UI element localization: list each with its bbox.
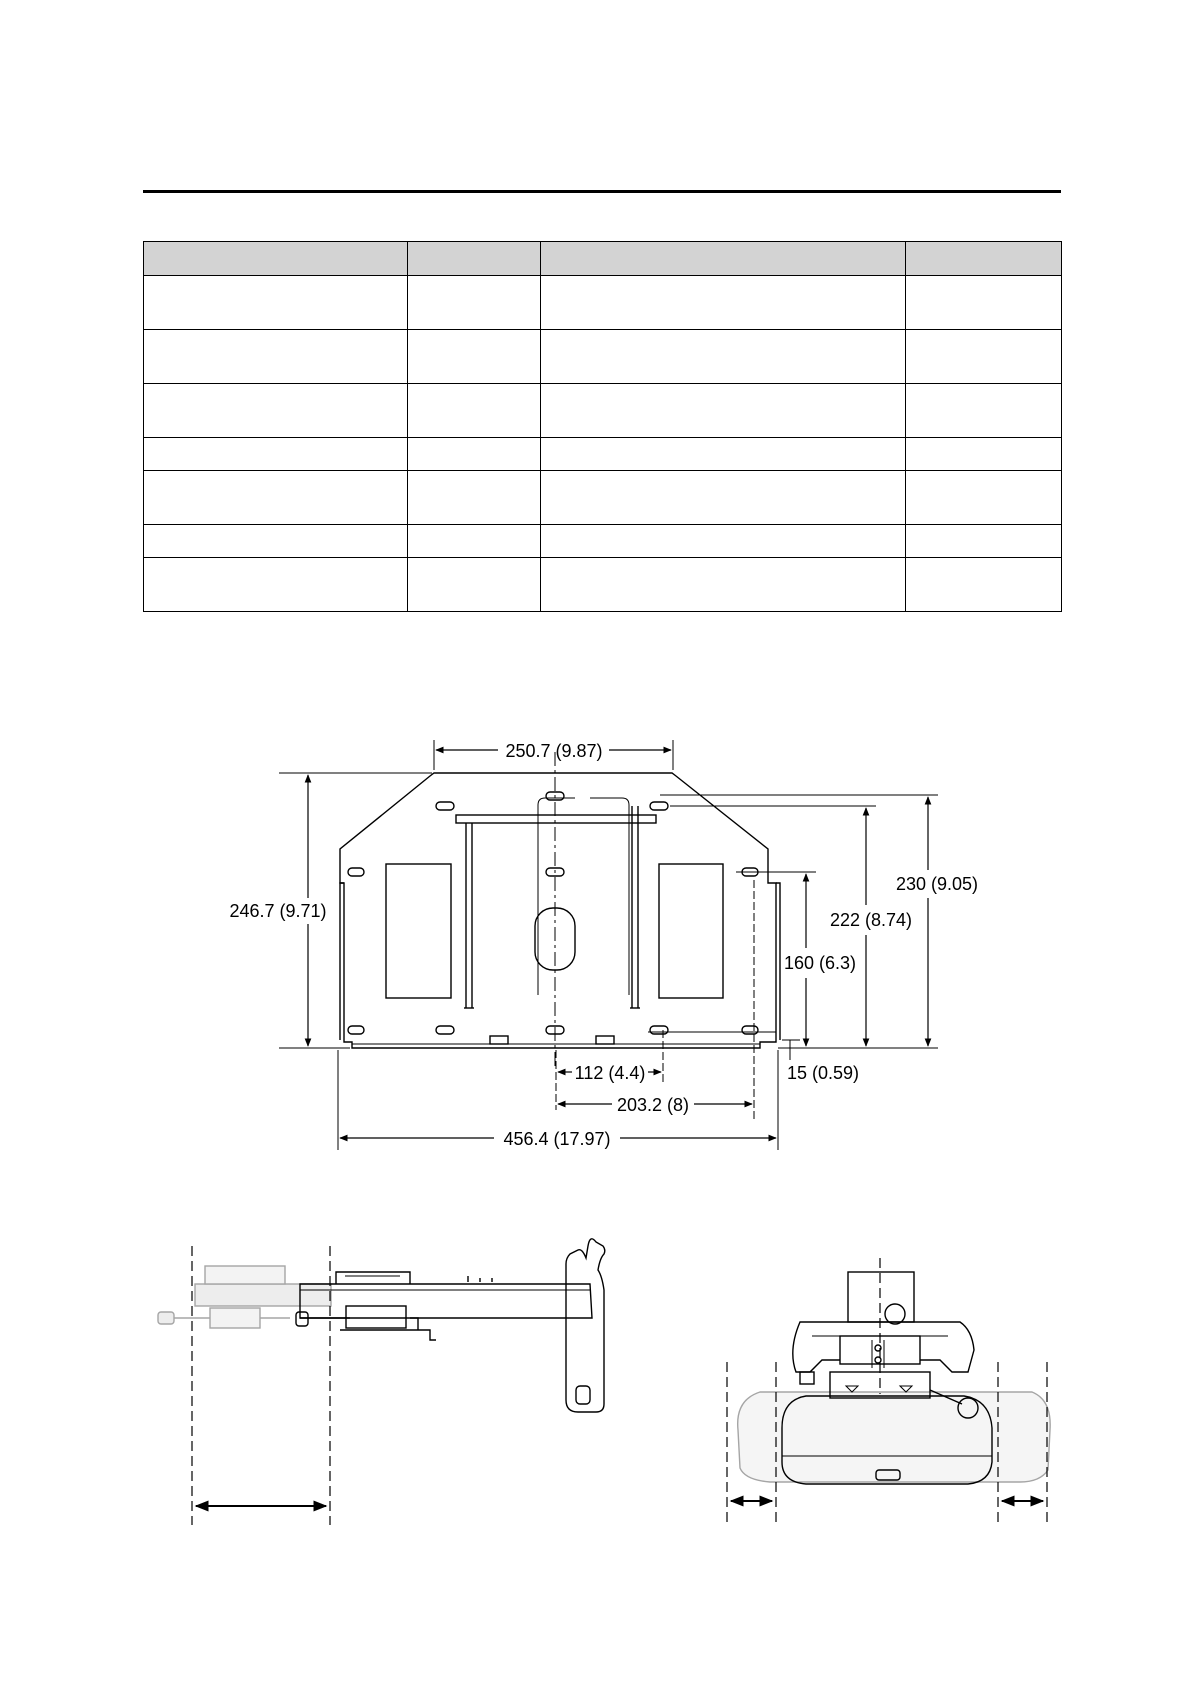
plate-top-bar xyxy=(456,815,656,823)
dim-label-left-height: 246.7 (9.71) xyxy=(229,901,327,921)
arm-side-view-drawing xyxy=(158,1239,605,1525)
ceiling-pipe xyxy=(848,1272,914,1322)
plate-window-left xyxy=(386,864,451,998)
dim-label-112: 112 (4.4) xyxy=(574,1063,646,1083)
plate-mounting-slots xyxy=(348,792,758,1044)
mounting-plate-drawing xyxy=(340,752,780,1068)
dim-label-222: 222 (8.74) xyxy=(829,910,913,930)
dim-label-160: 160 (6.3) xyxy=(783,953,857,973)
arm-body xyxy=(300,1284,592,1318)
dim-label-top-width: 250.7 (9.87) xyxy=(505,741,603,761)
dim-label-15: 15 (0.59) xyxy=(786,1063,860,1083)
projector-front-view-drawing xyxy=(727,1258,1050,1525)
plate-outline xyxy=(340,773,776,1048)
dimension-lines xyxy=(279,740,938,1150)
dim-label-203: 203.2 (8) xyxy=(616,1095,690,1115)
projector-ghost-outline xyxy=(738,1392,1051,1482)
dim-label-total-width: 456.4 (17.97) xyxy=(503,1129,611,1149)
plate-window-right xyxy=(659,864,723,998)
dim-label-230: 230 (9.05) xyxy=(895,874,979,894)
